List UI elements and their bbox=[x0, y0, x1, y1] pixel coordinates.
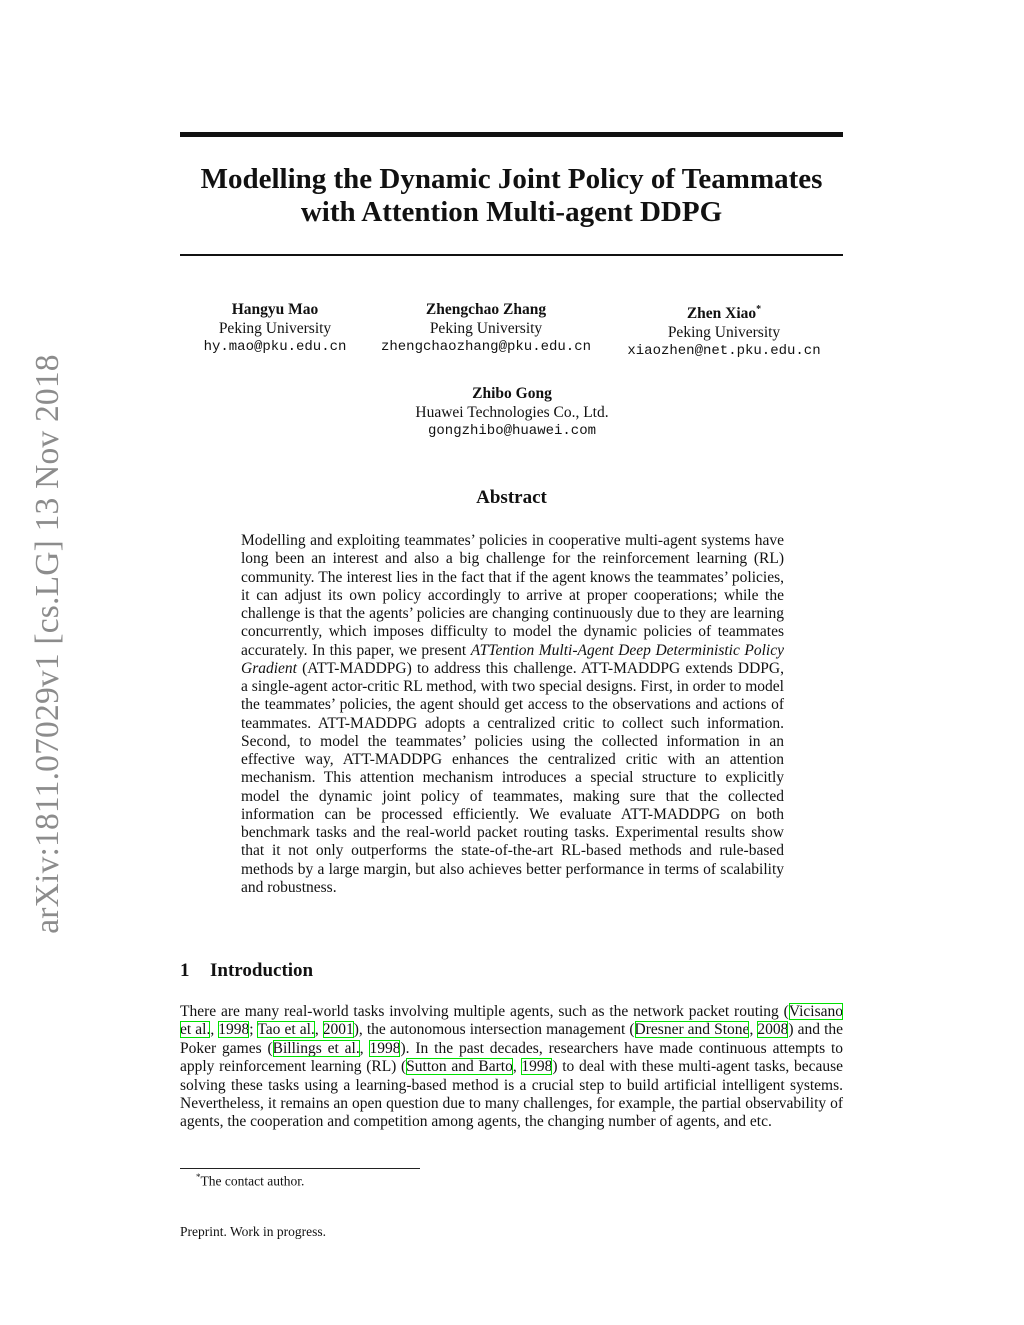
footnote-marker: * bbox=[756, 304, 762, 315]
intro-text: ) to deal with these multi-agent tasks, because solving these tasks using a learning-based method is a crucial step to build artificial intelligent systems. Nevertheless, it remains an open question due to many challenges, for example, the partial observability of agents, the cooperation and competition among agents, the changing number of agents, and etc. bbox=[180, 1058, 843, 1131]
author-name-line bbox=[614, 300, 834, 323]
footnote-marker: * bbox=[196, 1172, 201, 1182]
section-title: Introduction bbox=[210, 960, 314, 981]
intro-text: , bbox=[359, 1039, 370, 1057]
abstract-text-part-2: (ATT-MADDPG) to address this challenge. ATT-MADDPG extends DDPG, a single-agent actor-critic RL method, with two special designs. First, in order to model the teammates’ policies, the agent should get access to the observations and actions of teammates. ATT-MADDPG adopts a centralized critic to collect such information. Second, to model the teammates’ policies using the collected information in an effective way, ATT-MADDPG enhances the centralized critic with an attention mechanism. This attention mechanism introduces a special structure to explicitly model the dynamic joint policy of teammates, making sure that the collected information can be processed efficiently. We evaluate ATT-MADDPG on both benchmark tasks and the real-world packet routing tasks. Experimental results show that it not only outperforms the state-of-the-art RL-based methods and rule-based methods by a large margin, but also achieves better performance in terms of scalability and robustness. bbox=[241, 659, 784, 896]
paper-title bbox=[180, 163, 843, 229]
author-name: Hangyu Mao bbox=[231, 301, 319, 318]
citation-link[interactable]: Billings et al. bbox=[272, 1039, 360, 1057]
abstract-heading: Abstract bbox=[476, 487, 547, 508]
citation-link[interactable]: Tao et al. bbox=[257, 1021, 315, 1039]
intro-text: , bbox=[210, 1021, 219, 1039]
author-block-3 bbox=[614, 300, 834, 361]
abstract-text bbox=[241, 532, 784, 897]
citation-link[interactable]: 2008 bbox=[757, 1021, 789, 1039]
citation-link[interactable]: 2001 bbox=[322, 1021, 354, 1039]
author-affiliation: Huawei Technologies Co., Ltd. bbox=[415, 404, 609, 421]
citation-link[interactable]: 1998 bbox=[218, 1021, 250, 1039]
author-name: Zhibo Gong bbox=[472, 385, 552, 402]
footnote bbox=[196, 1172, 304, 1190]
title-line-1: Modelling the Dynamic Joint Policy of Teammates bbox=[200, 163, 823, 195]
title-bottom-rule bbox=[180, 254, 843, 256]
intro-text: , bbox=[512, 1058, 522, 1076]
footnote-text: The contact author. bbox=[200, 1173, 305, 1189]
abstract-method-name: ATTention Multi-Agent Deep Deterministic Policy Gradient bbox=[241, 641, 784, 677]
intro-text: There are many real-world tasks involving multiple agents, such as the network packet routing ( bbox=[180, 1003, 789, 1020]
author-affiliation: Peking University bbox=[429, 320, 543, 337]
arxiv-identifier-text: arXiv:1811.07029v1 [cs.LG] 13 Nov 2018 bbox=[29, 353, 67, 934]
intro-text: ; bbox=[249, 1021, 258, 1039]
intro-text: , bbox=[749, 1021, 758, 1039]
author-name: Zhen Xiao bbox=[686, 305, 757, 323]
abstract-text-part-1: Modelling and exploiting teammates’ policies in cooperative multi-agent systems have long been an interest and also a big challenge for the reinforcement learning (RL) community. The interest lies in the fact that if the agent knows the teammates’ policies, it can adjust its own policy accordingly to arrive at proper cooperations; while the challenge is that the agents’ policies are changing continuously due to they are learning concurrently, which imposes difficulty to model the dynamic policies of teammates accurately. In this paper, we present bbox=[241, 532, 784, 659]
citation-link[interactable]: 1998 bbox=[369, 1039, 401, 1057]
citation-link[interactable]: Vicisano et al. bbox=[180, 1003, 843, 1039]
author-email: gongzhibo@huawei.com bbox=[427, 423, 597, 439]
citation-link[interactable]: Sutton and Barto bbox=[406, 1058, 513, 1076]
author-name: Zhengchao Zhang bbox=[425, 301, 547, 318]
intro-text: ), the autonomous intersection management ( bbox=[353, 1021, 635, 1039]
intro-text: ) and the Poker games ( bbox=[180, 1021, 844, 1057]
section-heading-introduction bbox=[180, 960, 313, 982]
preprint-note: Preprint. Work in progress. bbox=[180, 1224, 327, 1239]
author-block-2 bbox=[368, 300, 604, 357]
citation-link[interactable]: 1998 bbox=[521, 1058, 553, 1076]
author-email: xiaozhen@net.pku.edu.cn bbox=[627, 343, 821, 360]
author-affiliation: Peking University bbox=[218, 320, 332, 337]
author-block-4 bbox=[362, 384, 662, 441]
title-top-rule bbox=[180, 132, 843, 137]
footnote-rule bbox=[180, 1168, 420, 1169]
citation-link[interactable]: Dresner and Stone bbox=[634, 1021, 750, 1039]
author-email: zhengchaozhang@pku.edu.cn bbox=[380, 339, 592, 355]
title-line-2: with Attention Multi-agent DDPG bbox=[300, 196, 723, 228]
author-block-1 bbox=[180, 300, 370, 357]
introduction-paragraph bbox=[180, 1003, 843, 1132]
arxiv-identifier-stamp bbox=[28, 347, 68, 940]
intro-text: , bbox=[314, 1021, 323, 1039]
intro-text: ). In the past decades, researchers have made continuous attempts to apply reinforcement learning (RL) ( bbox=[180, 1039, 844, 1076]
author-email: hy.mao@pku.edu.cn bbox=[203, 339, 347, 355]
author-affiliation: Peking University bbox=[667, 324, 781, 342]
section-number: 1 bbox=[180, 960, 190, 981]
